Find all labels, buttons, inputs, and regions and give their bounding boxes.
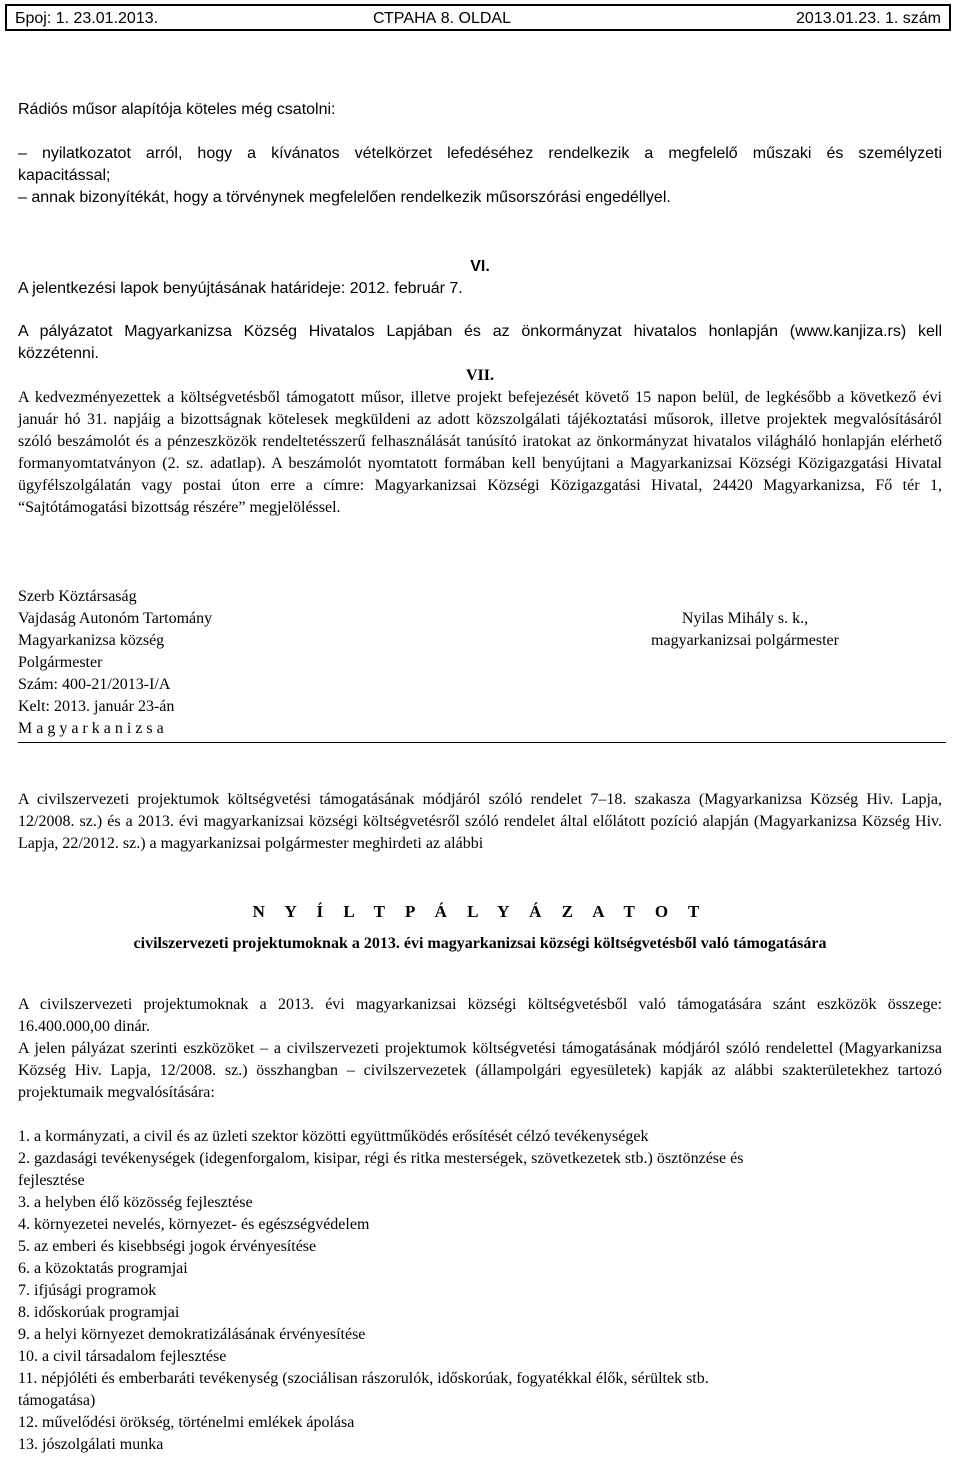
divider [18,742,946,743]
issuer-country: Szerb Köztársaság [18,588,137,605]
issuer-place: M a g y a r k a n i z s a [18,720,164,737]
list-item: 4. környezetei nevelés, környezet- és egészségvédelem [18,1216,370,1233]
list-item: 12. művelődési örökség, történelmi emlékek ápolása [18,1414,355,1431]
signatory-block [620,608,870,652]
signatory-title: magyarkanizsai polgármester [651,632,839,649]
publish-line-2: közzétenni. [18,345,99,362]
fund-amount: A civilszervezeti projektumoknak a 2013. évi magyarkanizsai községi költségvetésből való támogatására szánt eszközök összege: 16.400.000,00 dinár. [18,996,942,1035]
issuer-block [18,586,212,740]
page-number: СТРАНА 8. OLDAL [373,10,511,27]
announcement-intro: A civilszervezeti projektumok költségvetési támogatásának módjáról szóló rendelet 7–18. szakasza (Magyarkanizsa Község Hiv. Lapja, 12/2008. sz.) és a 2013. évi magyarkanizsai községi költségvetésről szóló rendelet által előlátott pozíció alapján (Magyarkanizsa Község Hiv. Lapja, 22/2012. sz.) a magyarkanizsai polgármester meghirdeti az alábbi [18,791,942,852]
list-item: 2. gazdasági tevékenységek (idegenforgalom, kisipar, régi és ritka mesterségek, szövetkezetek stb.) ösztönzése és [18,1150,744,1167]
bullet-capacity-cont: kapacitással; [18,167,111,184]
list-item: 11. népjóléti és emberbaráti tevékenység (szociálisan rászorulók, időskorúak, fogyatékkal élők, sérültek stb. [18,1370,709,1387]
list-item: 8. időskorúak programjai [18,1304,180,1321]
document-date: Kelt: 2013. január 23-án [18,698,175,715]
list-item: 6. a közoktatás programjai [18,1260,188,1277]
intro-bullets [18,143,942,209]
publish-text [18,321,942,365]
list-item: 7. ifjúsági programok [18,1282,157,1299]
announcement-title: N Y Í L T P Á L Y Á Z A T O T [252,902,708,921]
areas-list [18,1126,942,1456]
list-item: 3. a helyben élő közösség fejlesztése [18,1194,253,1211]
deadline-text: A jelentkezési lapok benyújtásának határideje: 2012. február 7. [18,280,463,297]
page-header [5,4,951,31]
bullet-license: – annak bizonyítékát, hogy a törvénynek megfelelően rendelkezik műsorszórási engedéllyel. [18,189,671,206]
list-item: 13. jószolgálati munka [18,1436,164,1453]
list-item: 5. az emberi és kisebbségi jogok érvényesítése [18,1238,317,1255]
report-text: A kedvezményezettek a költségvetésből támogatott műsor, illetve projekt befejezését követő 15 napon belül, de legkésőbb a következő évi január hó 31. napjáig a bizottságnak kötelesek megküldeni az adott közszolgálati tájékoztatási műsorok, illetve projektek megvalósításáról szóló beszámolót és a pénzeszközök rendeltetésszerű felhasználását tanúsító iratokat az önkormányzat hivatalos világháló honlapján elérhető formanyomtatványon (2. sz. adatlap). A beszámolót nyomtatott formában kell benyújtani a Magyarkanizsai Községi Közigazgatási Hivatal ügyfélszolgálatán vagy postai úton erre a címre: Magyarkanizsai Községi Közigazgatási Hivatal, 24420 Magyarkanizsa, Fő tér 1, “Sajtótámogatási bizottság részére” megjelöléssel. [18,389,942,516]
announcement-subtitle: civilszervezeti projektumoknak a 2013. évi magyarkanizsai községi költségvetésből való támogatására [133,935,827,952]
issue-number: Број: 1. 23.01.2013. [15,10,159,27]
intro-heading: Rádiós műsor alapítója köteles még csatolni: [18,101,336,118]
list-item: 1. a kormányzati, a civil és az üzleti szektor közötti együttműködés erősítését célzó tevékenységek [18,1128,649,1145]
issuer-municipality: Magyarkanizsa község [18,632,165,649]
signatory-name: Nyilas Mihály s. k., [681,610,809,627]
intro-section [18,99,942,121]
list-item: fejlesztése [18,1172,85,1189]
section-vii-numeral: VII. [465,367,494,384]
list-item: 9. a helyi környezet demokratizálásának érvényesítése [18,1326,366,1343]
document-number: Szám: 400-21/2013-I/A [18,676,171,693]
section-vi-numeral: VI. [470,258,490,275]
list-item: 10. a civil társadalom fejlesztése [18,1348,227,1365]
issue-date: 2013.01.23. 1. szám [796,10,941,27]
fund-purpose: A jelen pályázat szerinti eszközöket – a civilszervezeti projektumok költségvetési támogatásának módjáról szóló rendelettel (Magyarkanizsa Község Hiv. Lapja, 12/2008. sz.) összhangban – civilszervezetek (állampolgári egyesületek) kapják az alábbi szakterületekhez tartozó projektumaik megvalósítására: [18,1040,942,1101]
issuer-province: Vajdaság Autonóm Tartomány [18,610,213,627]
bullet-capacity: – nyilatkozatot arról, hogy a kívánatos vételkörzet lefedéséhez rendelkezik a megfelelő műszaki és személyzeti [18,145,942,162]
list-item: támogatása) [18,1392,96,1409]
publish-line-1: A pályázatot Magyarkanizsa Község Hivatalos Lapjában és az önkormányzat hivatalos honlapján (www.kanjiza.rs) kell [18,323,942,340]
issuer-office: Polgármester [18,654,103,671]
